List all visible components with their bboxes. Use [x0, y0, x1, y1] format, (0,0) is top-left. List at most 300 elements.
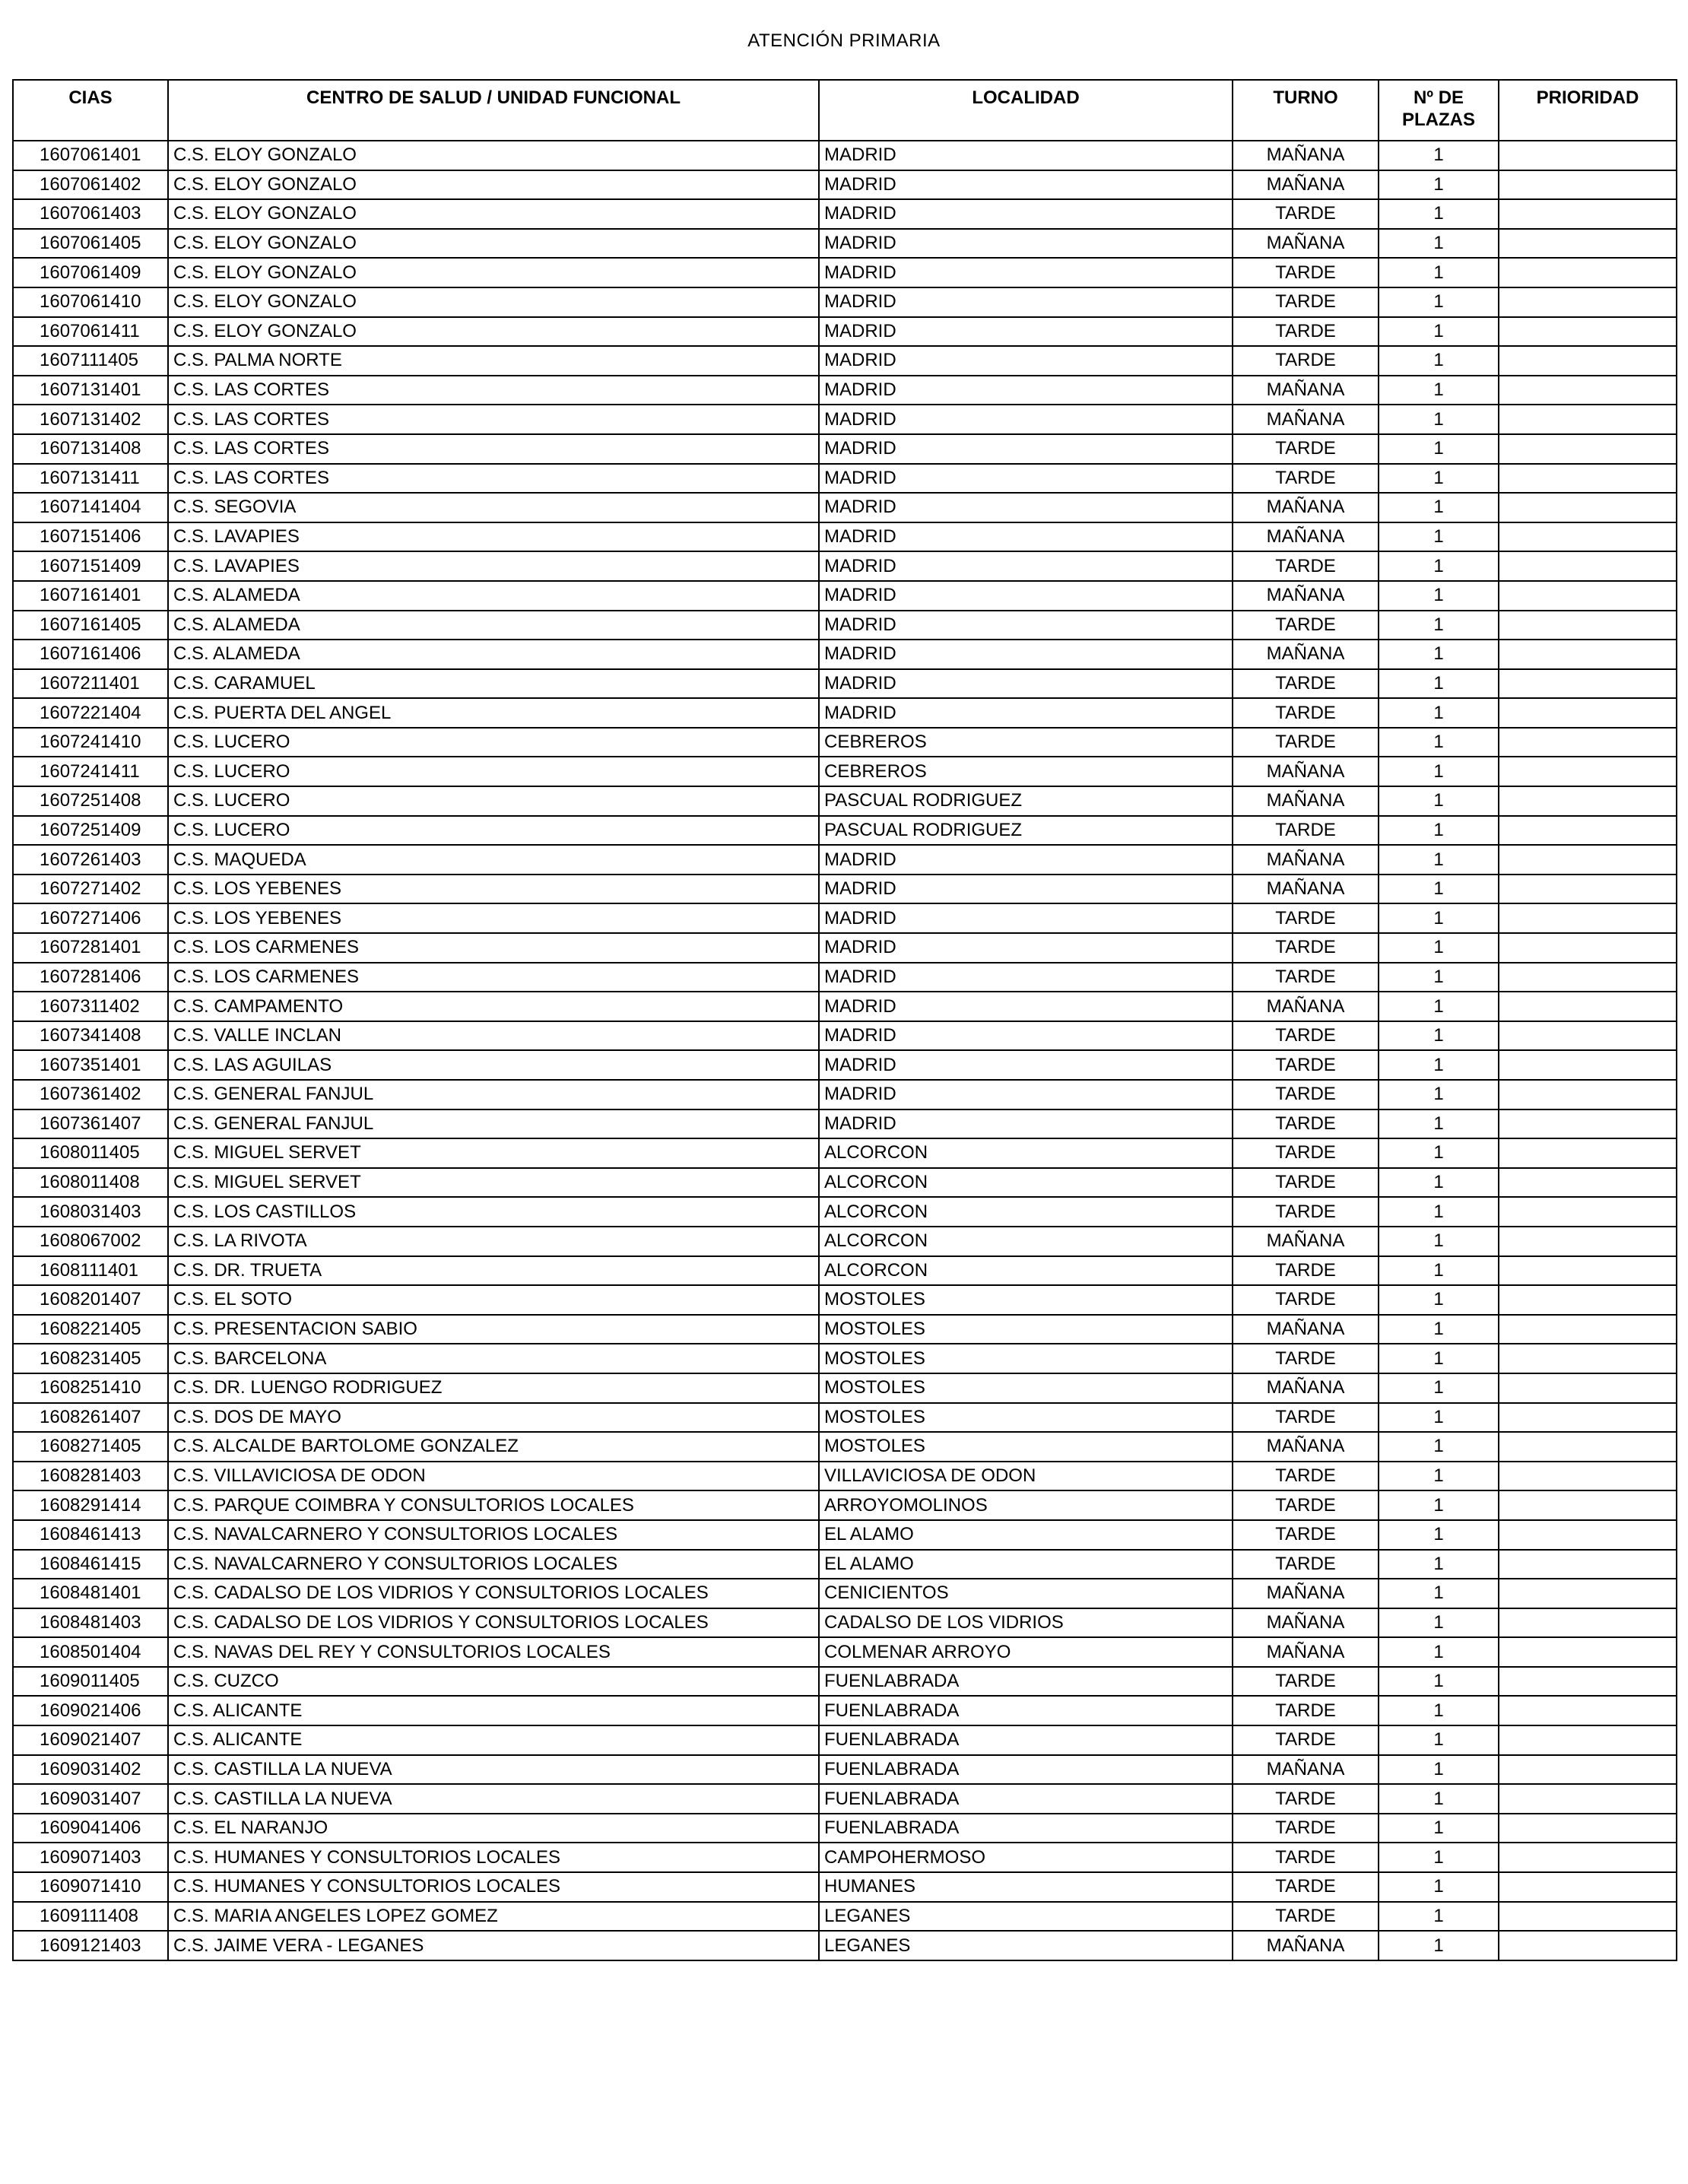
cell-prioridad[interactable] [1499, 1579, 1677, 1608]
cell-prioridad[interactable] [1499, 1872, 1677, 1902]
cell-turno: MAÑANA [1233, 1315, 1379, 1344]
table-row [13, 317, 1677, 347]
cell-cias: 1609021406 [13, 1696, 168, 1725]
cell-cias: 1608231405 [13, 1344, 168, 1373]
cell-localidad: MOSTOLES [819, 1373, 1233, 1403]
cell-cias: 1607361402 [13, 1080, 168, 1109]
cell-localidad: FUENLABRADA [819, 1667, 1233, 1697]
column-header-plazas-line2: PLAZAS [1402, 110, 1475, 130]
cell-centro: C.S. ALAMEDA [168, 581, 819, 611]
cell-plazas: 1 [1379, 1109, 1499, 1139]
cell-plazas: 1 [1379, 1814, 1499, 1843]
cell-prioridad[interactable] [1499, 199, 1677, 229]
cell-prioridad[interactable] [1499, 1902, 1677, 1932]
cell-prioridad[interactable] [1499, 1462, 1677, 1491]
cell-turno: TARDE [1233, 199, 1379, 229]
cell-centro: C.S. PARQUE COIMBRA Y CONSULTORIOS LOCALES [168, 1490, 819, 1520]
cell-centro: C.S. MAQUEDA [168, 845, 819, 875]
cell-prioridad[interactable] [1499, 640, 1677, 669]
cell-cias: 1607271406 [13, 903, 168, 933]
cell-prioridad[interactable] [1499, 875, 1677, 904]
cell-localidad: MADRID [819, 405, 1233, 434]
cell-centro: C.S. VILLAVICIOSA DE ODON [168, 1462, 819, 1491]
cell-plazas: 1 [1379, 698, 1499, 728]
cell-turno: MAÑANA [1233, 1227, 1379, 1256]
cell-turno: TARDE [1233, 1490, 1379, 1520]
cell-prioridad[interactable] [1499, 757, 1677, 786]
cell-centro: C.S. LUCERO [168, 757, 819, 786]
cell-centro: C.S. HUMANES Y CONSULTORIOS LOCALES [168, 1872, 819, 1902]
table-row [13, 258, 1677, 287]
cell-prioridad[interactable] [1499, 317, 1677, 347]
cell-centro: C.S. CASTILLA LA NUEVA [168, 1784, 819, 1814]
cell-plazas: 1 [1379, 757, 1499, 786]
cell-cias: 1607061405 [13, 229, 168, 259]
cell-localidad: MADRID [819, 229, 1233, 259]
cell-localidad: VILLAVICIOSA DE ODON [819, 1462, 1233, 1491]
cell-centro: C.S. SEGOVIA [168, 493, 819, 522]
table-row [13, 611, 1677, 640]
cell-centro: C.S. CARAMUEL [168, 669, 819, 699]
cell-localidad: MOSTOLES [819, 1285, 1233, 1315]
cell-cias: 1608031403 [13, 1197, 168, 1227]
cell-plazas: 1 [1379, 141, 1499, 170]
cell-cias: 1608221405 [13, 1315, 168, 1344]
cell-centro: C.S. LAS CORTES [168, 464, 819, 494]
cell-centro: C.S. CUZCO [168, 1667, 819, 1697]
cell-cias: 1608011408 [13, 1168, 168, 1198]
column-header-plazas-line1: Nº DE [1413, 87, 1464, 108]
cell-localidad: MOSTOLES [819, 1403, 1233, 1433]
cell-turno: TARDE [1233, 1667, 1379, 1697]
cell-prioridad[interactable] [1499, 581, 1677, 611]
cell-centro: C.S. CADALSO DE LOS VIDRIOS Y CONSULTORIOS LOCALES [168, 1608, 819, 1638]
cell-turno: MAÑANA [1233, 786, 1379, 816]
table-header-row [13, 80, 1677, 141]
cell-cias: 1607351401 [13, 1050, 168, 1080]
cell-centro: C.S. LAVAPIES [168, 522, 819, 552]
cell-cias: 1609031402 [13, 1755, 168, 1785]
table-row [13, 786, 1677, 816]
cell-prioridad[interactable] [1499, 698, 1677, 728]
cell-plazas: 1 [1379, 346, 1499, 376]
cell-turno: TARDE [1233, 1403, 1379, 1433]
cell-cias: 1607271402 [13, 875, 168, 904]
cell-plazas: 1 [1379, 1608, 1499, 1638]
cell-cias: 1607341408 [13, 1021, 168, 1051]
table-row [13, 1432, 1677, 1462]
cell-prioridad[interactable] [1499, 1021, 1677, 1051]
cell-turno: TARDE [1233, 317, 1379, 347]
cell-prioridad[interactable] [1499, 1490, 1677, 1520]
cell-turno: MAÑANA [1233, 141, 1379, 170]
cell-turno: TARDE [1233, 1197, 1379, 1227]
cell-turno: TARDE [1233, 728, 1379, 757]
cell-localidad: MADRID [819, 346, 1233, 376]
cell-centro: C.S. MIGUEL SERVET [168, 1138, 819, 1168]
table-row [13, 405, 1677, 434]
cell-plazas: 1 [1379, 1550, 1499, 1579]
table-row [13, 875, 1677, 904]
cell-prioridad[interactable] [1499, 1109, 1677, 1139]
cell-centro: C.S. VALLE INCLAN [168, 1021, 819, 1051]
table-row [13, 1608, 1677, 1638]
cell-prioridad[interactable] [1499, 376, 1677, 405]
table-row [13, 1814, 1677, 1843]
cell-prioridad[interactable] [1499, 493, 1677, 522]
cell-localidad: MADRID [819, 287, 1233, 317]
cell-turno: TARDE [1233, 1696, 1379, 1725]
cell-cias: 1608011405 [13, 1138, 168, 1168]
cell-turno: TARDE [1233, 1021, 1379, 1051]
table-row [13, 1285, 1677, 1315]
cell-localidad: MOSTOLES [819, 1344, 1233, 1373]
table-row [13, 1725, 1677, 1755]
cell-prioridad[interactable] [1499, 551, 1677, 581]
cell-prioridad[interactable] [1499, 1667, 1677, 1697]
cell-prioridad[interactable] [1499, 1432, 1677, 1462]
cell-turno: TARDE [1233, 1256, 1379, 1286]
cell-plazas: 1 [1379, 875, 1499, 904]
cell-localidad: MADRID [819, 258, 1233, 287]
cell-prioridad[interactable] [1499, 1814, 1677, 1843]
cell-turno: TARDE [1233, 1843, 1379, 1872]
table-row [13, 464, 1677, 494]
cell-centro: C.S. JAIME VERA - LEGANES [168, 1931, 819, 1960]
cell-cias: 1609111408 [13, 1902, 168, 1932]
cell-cias: 1608481403 [13, 1608, 168, 1638]
table-row [13, 493, 1677, 522]
table-row [13, 903, 1677, 933]
cell-prioridad[interactable] [1499, 229, 1677, 259]
cell-centro: C.S. LAS CORTES [168, 405, 819, 434]
cell-prioridad[interactable] [1499, 1197, 1677, 1227]
cell-plazas: 1 [1379, 1784, 1499, 1814]
cell-turno: MAÑANA [1233, 1579, 1379, 1608]
cell-plazas: 1 [1379, 522, 1499, 552]
table-row [13, 933, 1677, 963]
cell-prioridad[interactable] [1499, 816, 1677, 846]
cell-cias: 1609021407 [13, 1725, 168, 1755]
table-row [13, 1050, 1677, 1080]
cell-prioridad[interactable] [1499, 903, 1677, 933]
table-body [13, 141, 1677, 1960]
cell-localidad: MADRID [819, 1050, 1233, 1080]
cell-plazas: 1 [1379, 258, 1499, 287]
cell-centro: C.S. LUCERO [168, 728, 819, 757]
cell-localidad: ALCORCON [819, 1138, 1233, 1168]
cell-localidad: MOSTOLES [819, 1432, 1233, 1462]
table-row [13, 1403, 1677, 1433]
cell-localidad: CEBREROS [819, 757, 1233, 786]
cell-plazas: 1 [1379, 611, 1499, 640]
plazas-table [12, 79, 1677, 1961]
table-row [13, 1315, 1677, 1344]
cell-cias: 1607131408 [13, 434, 168, 464]
cell-cias: 1607061402 [13, 170, 168, 200]
cell-prioridad[interactable] [1499, 1080, 1677, 1109]
cell-centro: C.S. ELOY GONZALO [168, 229, 819, 259]
cell-localidad: MADRID [819, 581, 1233, 611]
cell-localidad: CAMPOHERMOSO [819, 1843, 1233, 1872]
cell-plazas: 1 [1379, 1579, 1499, 1608]
cell-cias: 1608481401 [13, 1579, 168, 1608]
cell-prioridad[interactable] [1499, 669, 1677, 699]
cell-turno: MAÑANA [1233, 757, 1379, 786]
cell-centro: C.S. LOS CARMENES [168, 963, 819, 992]
table-row [13, 1579, 1677, 1608]
table-row [13, 1696, 1677, 1725]
cell-prioridad[interactable] [1499, 1725, 1677, 1755]
cell-localidad: FUENLABRADA [819, 1725, 1233, 1755]
cell-localidad: ALCORCON [819, 1197, 1233, 1227]
cell-plazas: 1 [1379, 845, 1499, 875]
table-row [13, 1755, 1677, 1785]
cell-prioridad[interactable] [1499, 170, 1677, 200]
cell-prioridad[interactable] [1499, 1138, 1677, 1168]
cell-localidad: MADRID [819, 933, 1233, 963]
cell-turno: TARDE [1233, 611, 1379, 640]
cell-turno: MAÑANA [1233, 992, 1379, 1021]
column-header-turno: TURNO [1233, 80, 1379, 141]
cell-turno: TARDE [1233, 434, 1379, 464]
cell-plazas: 1 [1379, 963, 1499, 992]
cell-prioridad[interactable] [1499, 1256, 1677, 1286]
cell-centro: C.S. ELOY GONZALO [168, 317, 819, 347]
table-row [13, 1138, 1677, 1168]
cell-plazas: 1 [1379, 1315, 1499, 1344]
cell-centro: C.S. LAS CORTES [168, 376, 819, 405]
cell-turno: MAÑANA [1233, 581, 1379, 611]
table-row [13, 1637, 1677, 1667]
table-row [13, 1168, 1677, 1198]
cell-turno: MAÑANA [1233, 376, 1379, 405]
cell-cias: 1607141404 [13, 493, 168, 522]
cell-cias: 1607251408 [13, 786, 168, 816]
table-row [13, 199, 1677, 229]
cell-cias: 1607361407 [13, 1109, 168, 1139]
cell-prioridad[interactable] [1499, 1550, 1677, 1579]
cell-prioridad[interactable] [1499, 346, 1677, 376]
cell-centro: C.S. ELOY GONZALO [168, 258, 819, 287]
cell-localidad: MADRID [819, 522, 1233, 552]
cell-turno: TARDE [1233, 551, 1379, 581]
cell-localidad: MADRID [819, 1080, 1233, 1109]
cell-plazas: 1 [1379, 816, 1499, 846]
cell-prioridad[interactable] [1499, 1755, 1677, 1785]
cell-prioridad[interactable] [1499, 1227, 1677, 1256]
cell-centro: C.S. ALICANTE [168, 1696, 819, 1725]
column-header-cias: CIAS [13, 80, 168, 141]
cell-cias: 1607151406 [13, 522, 168, 552]
table-row [13, 551, 1677, 581]
table-row [13, 376, 1677, 405]
cell-localidad: MADRID [819, 434, 1233, 464]
cell-prioridad[interactable] [1499, 786, 1677, 816]
cell-cias: 1608461413 [13, 1520, 168, 1550]
cell-cias: 1607251409 [13, 816, 168, 846]
cell-localidad: MOSTOLES [819, 1315, 1233, 1344]
cell-centro: C.S. ELOY GONZALO [168, 287, 819, 317]
cell-centro: C.S. ALCALDE BARTOLOME GONZALEZ [168, 1432, 819, 1462]
cell-prioridad[interactable] [1499, 1843, 1677, 1872]
table-row [13, 1872, 1677, 1902]
cell-turno: TARDE [1233, 1784, 1379, 1814]
cell-centro: C.S. DR. TRUETA [168, 1256, 819, 1286]
cell-localidad: MADRID [819, 903, 1233, 933]
column-header-localidad: LOCALIDAD [819, 80, 1233, 141]
cell-prioridad[interactable] [1499, 522, 1677, 552]
cell-centro: C.S. NAVALCARNERO Y CONSULTORIOS LOCALES [168, 1550, 819, 1579]
cell-plazas: 1 [1379, 199, 1499, 229]
cell-plazas: 1 [1379, 1667, 1499, 1697]
table-row [13, 1931, 1677, 1960]
cell-plazas: 1 [1379, 1490, 1499, 1520]
cell-localidad: CENICIENTOS [819, 1579, 1233, 1608]
table-row [13, 1902, 1677, 1932]
cell-prioridad[interactable] [1499, 1315, 1677, 1344]
cell-localidad: COLMENAR ARROYO [819, 1637, 1233, 1667]
cell-cias: 1607131411 [13, 464, 168, 494]
cell-prioridad[interactable] [1499, 611, 1677, 640]
cell-centro: C.S. EL SOTO [168, 1285, 819, 1315]
cell-turno: TARDE [1233, 1138, 1379, 1168]
cell-centro: C.S. DR. LUENGO RODRIGUEZ [168, 1373, 819, 1403]
cell-centro: C.S. LOS YEBENES [168, 875, 819, 904]
cell-prioridad[interactable] [1499, 1168, 1677, 1198]
cell-prioridad[interactable] [1499, 258, 1677, 287]
cell-localidad: EL ALAMO [819, 1520, 1233, 1550]
cell-plazas: 1 [1379, 1080, 1499, 1109]
cell-localidad: MADRID [819, 170, 1233, 200]
cell-prioridad[interactable] [1499, 845, 1677, 875]
cell-plazas: 1 [1379, 1520, 1499, 1550]
cell-centro: C.S. DOS DE MAYO [168, 1403, 819, 1433]
cell-turno: TARDE [1233, 346, 1379, 376]
cell-plazas: 1 [1379, 1696, 1499, 1725]
column-header-prioridad: PRIORIDAD [1499, 80, 1677, 141]
cell-localidad: MADRID [819, 141, 1233, 170]
cell-prioridad[interactable] [1499, 1520, 1677, 1550]
cell-prioridad[interactable] [1499, 405, 1677, 434]
cell-cias: 1609011405 [13, 1667, 168, 1697]
cell-centro: C.S. GENERAL FANJUL [168, 1109, 819, 1139]
cell-localidad: MADRID [819, 875, 1233, 904]
cell-prioridad[interactable] [1499, 1373, 1677, 1403]
table-row [13, 1490, 1677, 1520]
cell-cias: 1609031407 [13, 1784, 168, 1814]
cell-prioridad[interactable] [1499, 728, 1677, 757]
cell-prioridad[interactable] [1499, 434, 1677, 464]
cell-cias: 1609121403 [13, 1931, 168, 1960]
cell-turno: TARDE [1233, 1344, 1379, 1373]
page-title: ATENCIÓN PRIMARIA [747, 30, 941, 51]
cell-prioridad[interactable] [1499, 1050, 1677, 1080]
cell-centro: C.S. NAVAS DEL REY Y CONSULTORIOS LOCALES [168, 1637, 819, 1667]
cell-centro: C.S. ELOY GONZALO [168, 170, 819, 200]
cell-plazas: 1 [1379, 903, 1499, 933]
cell-centro: C.S. LUCERO [168, 816, 819, 846]
cell-plazas: 1 [1379, 1168, 1499, 1198]
cell-localidad: MADRID [819, 698, 1233, 728]
cell-prioridad[interactable] [1499, 933, 1677, 963]
cell-turno: TARDE [1233, 287, 1379, 317]
table-row [13, 1667, 1677, 1697]
cell-cias: 1608281403 [13, 1462, 168, 1491]
cell-turno: TARDE [1233, 1109, 1379, 1139]
cell-localidad: MADRID [819, 640, 1233, 669]
cell-plazas: 1 [1379, 933, 1499, 963]
cell-localidad: FUENLABRADA [819, 1814, 1233, 1843]
table-row [13, 141, 1677, 170]
cell-cias: 1607311402 [13, 992, 168, 1021]
cell-turno: MAÑANA [1233, 1931, 1379, 1960]
cell-plazas: 1 [1379, 1755, 1499, 1785]
cell-turno: MAÑANA [1233, 229, 1379, 259]
cell-turno: TARDE [1233, 258, 1379, 287]
table-row [13, 698, 1677, 728]
cell-turno: MAÑANA [1233, 875, 1379, 904]
cell-centro: C.S. BARCELONA [168, 1344, 819, 1373]
table-row [13, 1197, 1677, 1227]
cell-prioridad[interactable] [1499, 1784, 1677, 1814]
cell-cias: 1608251410 [13, 1373, 168, 1403]
cell-centro: C.S. ALICANTE [168, 1725, 819, 1755]
cell-prioridad[interactable] [1499, 287, 1677, 317]
cell-centro: C.S. CADALSO DE LOS VIDRIOS Y CONSULTORIOS LOCALES [168, 1579, 819, 1608]
cell-localidad: ARROYOMOLINOS [819, 1490, 1233, 1520]
cell-plazas: 1 [1379, 669, 1499, 699]
cell-centro: C.S. LOS CASTILLOS [168, 1197, 819, 1227]
cell-prioridad[interactable] [1499, 464, 1677, 494]
cell-localidad: MADRID [819, 551, 1233, 581]
cell-prioridad[interactable] [1499, 1344, 1677, 1373]
cell-prioridad[interactable] [1499, 1931, 1677, 1960]
cell-localidad: MADRID [819, 611, 1233, 640]
cell-centro: C.S. CASTILLA LA NUEVA [168, 1755, 819, 1785]
cell-centro: C.S. LOS CARMENES [168, 933, 819, 963]
cell-prioridad[interactable] [1499, 1285, 1677, 1315]
cell-localidad: CEBREROS [819, 728, 1233, 757]
cell-cias: 1608201407 [13, 1285, 168, 1315]
cell-plazas: 1 [1379, 434, 1499, 464]
cell-prioridad[interactable] [1499, 1696, 1677, 1725]
cell-localidad: FUENLABRADA [819, 1784, 1233, 1814]
cell-centro: C.S. ALAMEDA [168, 611, 819, 640]
cell-plazas: 1 [1379, 581, 1499, 611]
cell-turno: MAÑANA [1233, 1608, 1379, 1638]
cell-plazas: 1 [1379, 1021, 1499, 1051]
cell-cias: 1607111405 [13, 346, 168, 376]
table-row [13, 757, 1677, 786]
cell-prioridad[interactable] [1499, 992, 1677, 1021]
cell-turno: TARDE [1233, 1050, 1379, 1080]
cell-localidad: FUENLABRADA [819, 1696, 1233, 1725]
cell-localidad: ALCORCON [819, 1168, 1233, 1198]
cell-plazas: 1 [1379, 317, 1499, 347]
cell-prioridad[interactable] [1499, 1403, 1677, 1433]
cell-prioridad[interactable] [1499, 141, 1677, 170]
cell-plazas: 1 [1379, 376, 1499, 405]
cell-turno: TARDE [1233, 1725, 1379, 1755]
table-row [13, 1256, 1677, 1286]
cell-prioridad[interactable] [1499, 1608, 1677, 1638]
cell-cias: 1609041406 [13, 1814, 168, 1843]
cell-turno: MAÑANA [1233, 1373, 1379, 1403]
cell-cias: 1607281406 [13, 963, 168, 992]
cell-prioridad[interactable] [1499, 963, 1677, 992]
cell-prioridad[interactable] [1499, 1637, 1677, 1667]
